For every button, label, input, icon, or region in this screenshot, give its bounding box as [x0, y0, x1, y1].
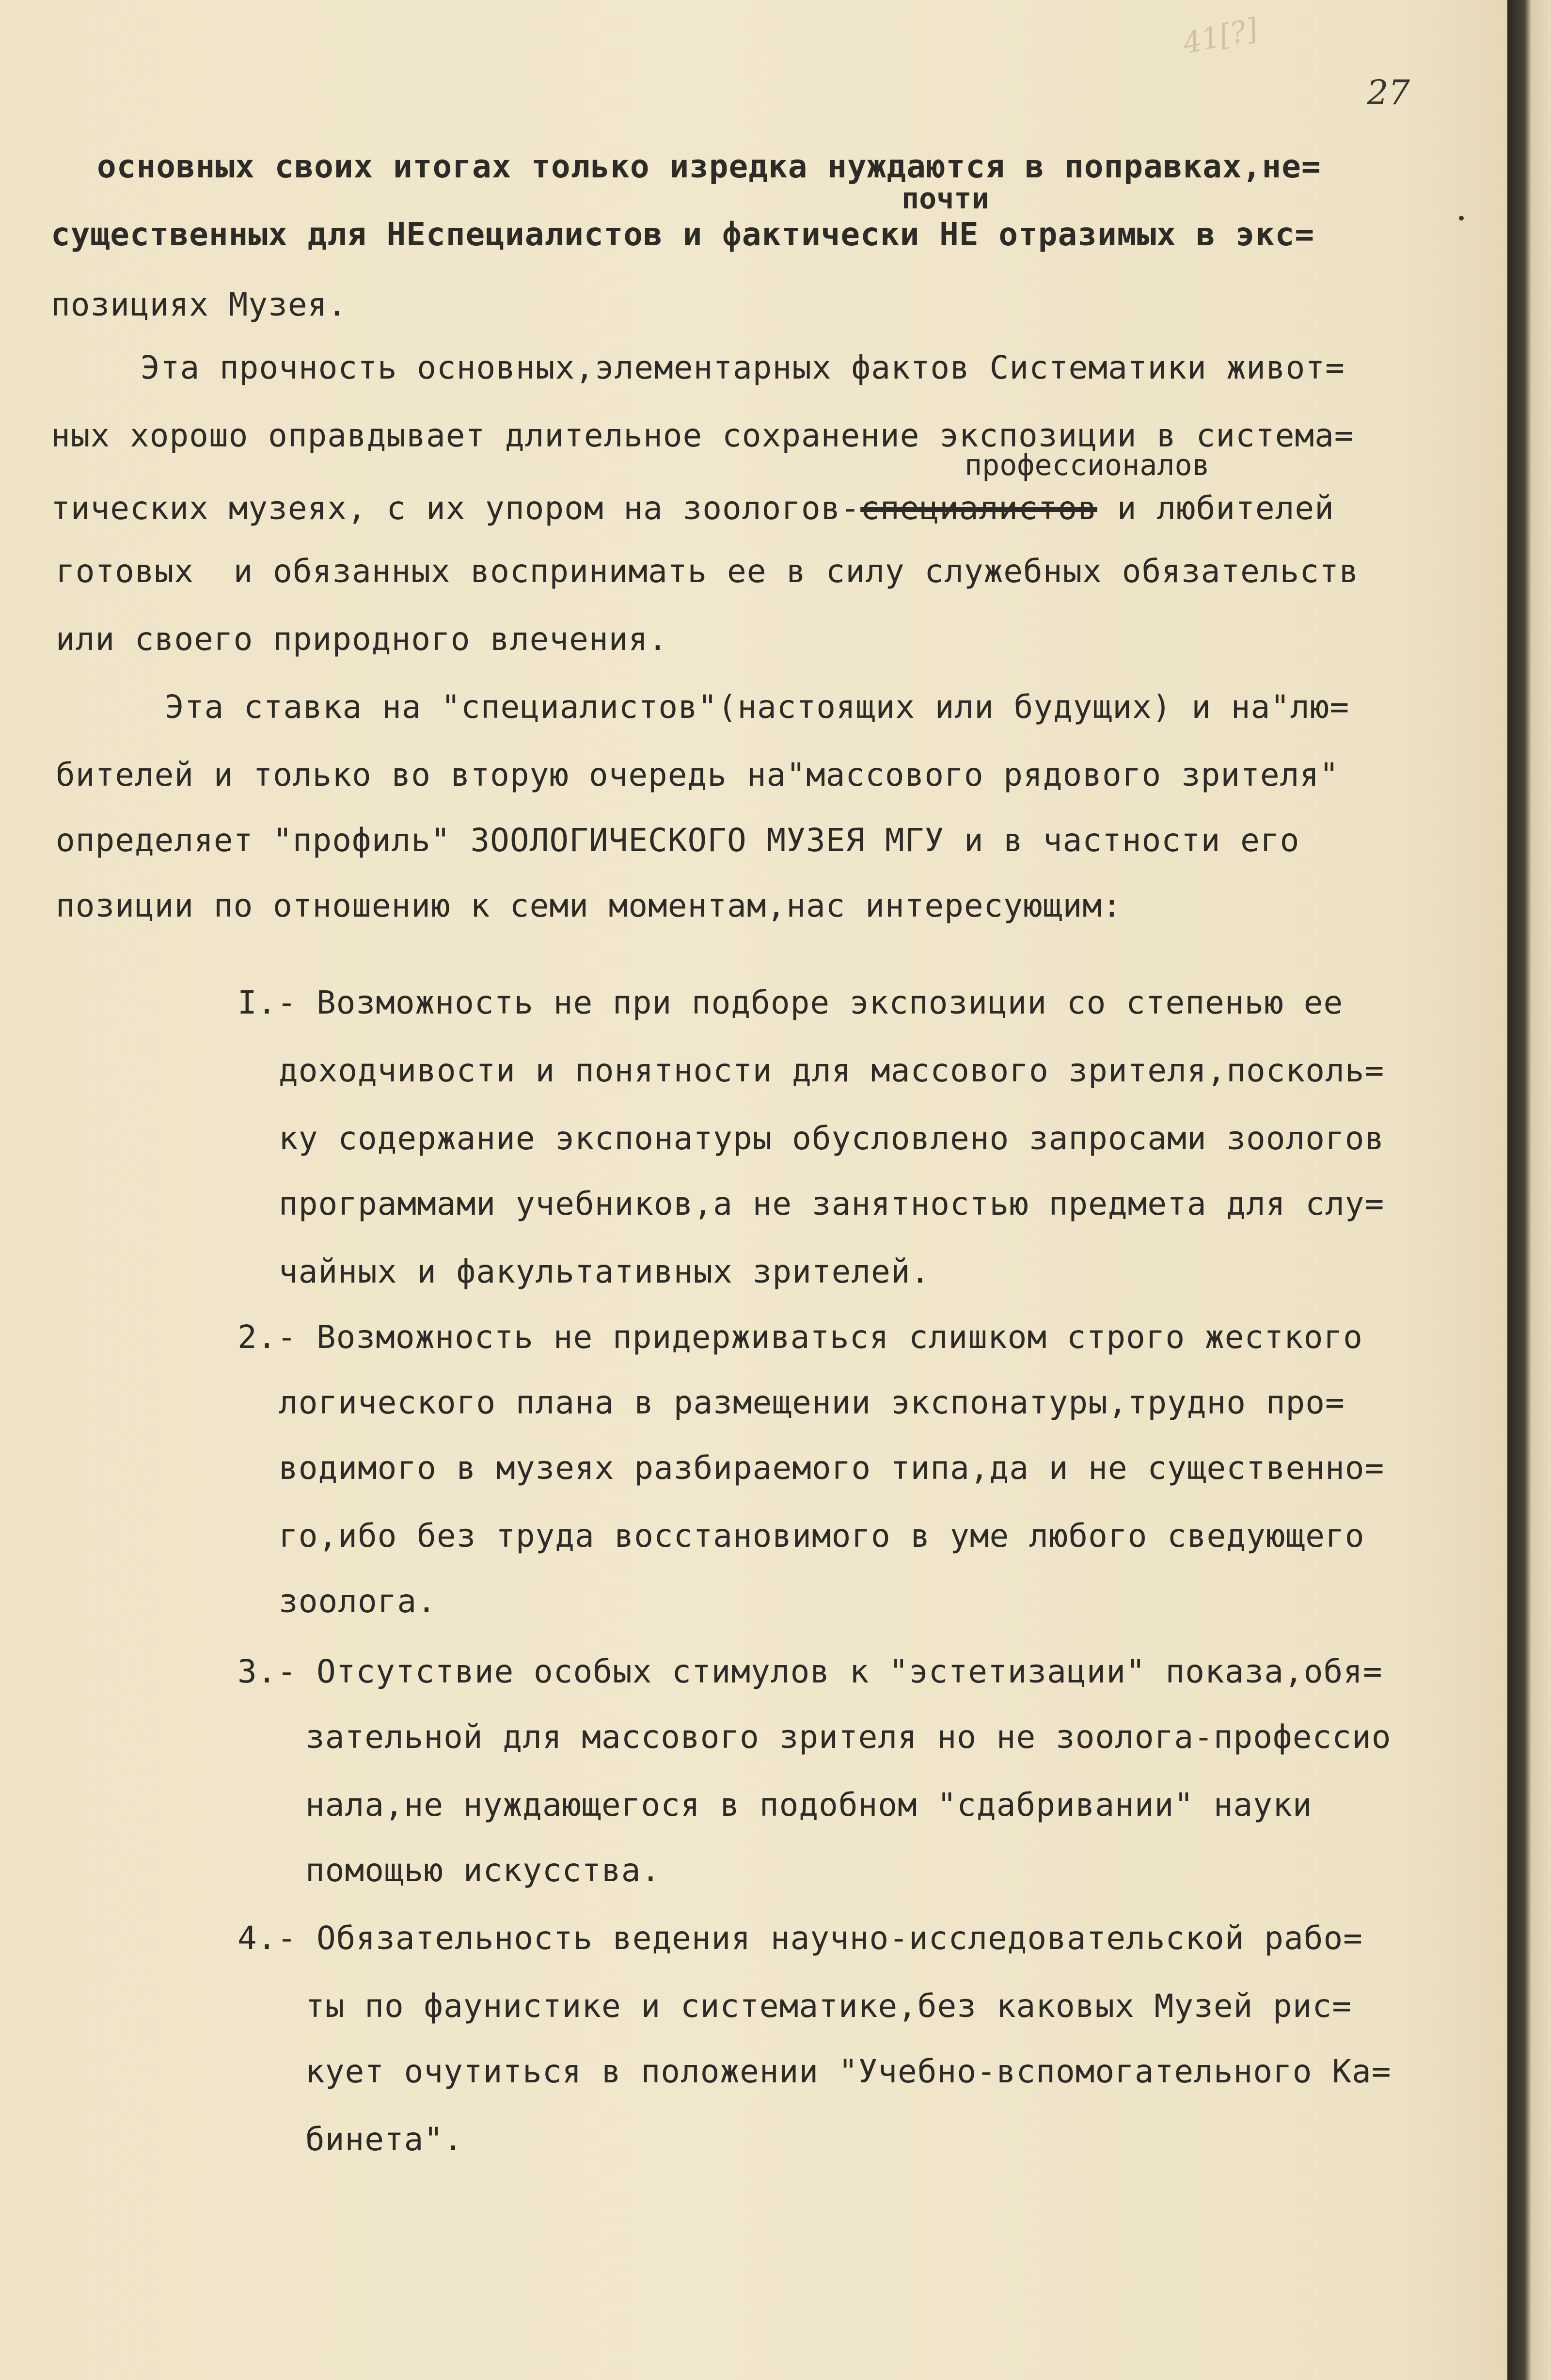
text-line-4: Эта прочность основных,элементарных фактов Систематики живот= — [141, 349, 1345, 386]
item-1-line-2: доходчивости и понятности для массового зрителя,посколь= — [279, 1052, 1385, 1089]
item-2-line-5: зоолога. — [279, 1583, 437, 1620]
item-4-line-4: бинета". — [305, 2121, 463, 2158]
item-1-line-5: чайных и факультативных зрителей. — [279, 1253, 931, 1290]
text-line-5: ных хорошо оправдывает длительное сохранение экспозиции в система= — [51, 417, 1354, 454]
ink-dot — [1459, 216, 1464, 221]
item-3-line-1: 3.- Отсутствие особых стимулов к "эстетизации" показа,обя= — [237, 1653, 1383, 1690]
text-line-1: основных своих итогах только изредка нуждаются в поправках,не= — [97, 148, 1321, 185]
text-line-12: позиции по отношению к семи моментам,нас интересующим: — [56, 887, 1122, 924]
item-3-line-2: зательной для массового зрителя но не зоолога-профессио — [305, 1718, 1392, 1756]
text-line-6 — [51, 490, 1334, 527]
inserted-word-professionalov: профессионалов — [965, 448, 1210, 482]
text-line-11: определяет "профиль" ЗООЛОГИЧЕСКОГО МУЗЕЯ МГУ и в частности его — [56, 822, 1300, 859]
page-number: 27 — [1367, 73, 1410, 112]
corner-pencil-mark: 41[?] — [1180, 12, 1261, 61]
text-line-8: или своего природного влечения. — [56, 620, 668, 658]
inserted-word-pochti: почти — [902, 182, 989, 216]
item-2-line-1: 2.- Возможность не придерживаться слишком строго жесткого — [237, 1318, 1363, 1356]
item-2-line-3: водимого в музеях разбираемого типа,да и не существенно= — [279, 1449, 1385, 1487]
item-2-line-2: логического плана в размещении экспонатуры,трудно про= — [279, 1384, 1345, 1421]
page-binding-edge — [1507, 0, 1551, 2380]
struck-word-specialistov: специалистов — [860, 490, 1097, 527]
item-2-line-4: го,ибо без труда восстановимого в уме любого сведующего — [279, 1517, 1365, 1555]
text-line-10: бителей и только во вторую очередь на"массового рядового зрителя" — [56, 756, 1339, 793]
text-line-7: готовых и обязанных воспринимать ее в силу служебных обязательств — [56, 553, 1359, 590]
item-3-line-3: нала,не нуждающегося в подобном "сдабривании" науки — [305, 1786, 1313, 1824]
item-1-line-1: I.- Возможность не при подборе экспозиции со степенью ее — [237, 984, 1344, 1021]
item-4-line-2: ты по фаунистике и систематике,без каковых Музей рис= — [305, 1987, 1352, 2025]
item-3-line-4: помощью искусства. — [305, 1852, 661, 1889]
text-line-6-start: тических музеях, с их упором на зоологов- — [51, 490, 861, 527]
text-line-2: существенных для НЕспециалистов и фактически НЕ отразимых в экс= — [51, 216, 1315, 253]
item-4-line-3: кует очутиться в положении "Учебно-вспомогательного Ка= — [305, 2053, 1392, 2090]
text-line-6-end: и любителей — [1097, 490, 1334, 527]
item-4-line-1: 4.- Обязательность ведения научно-исследовательской рабо= — [237, 1920, 1363, 1957]
text-line-3: позициях Музея. — [51, 286, 348, 323]
item-1-line-4: программами учебников,а не занятностью предмета для слу= — [279, 1185, 1385, 1222]
item-1-line-3: ку содержание экспонатуры обусловлено запросами зоологов — [279, 1120, 1385, 1157]
text-line-9: Эта ставка на "специалистов"(настоящих или будущих) и на"лю= — [165, 688, 1350, 726]
